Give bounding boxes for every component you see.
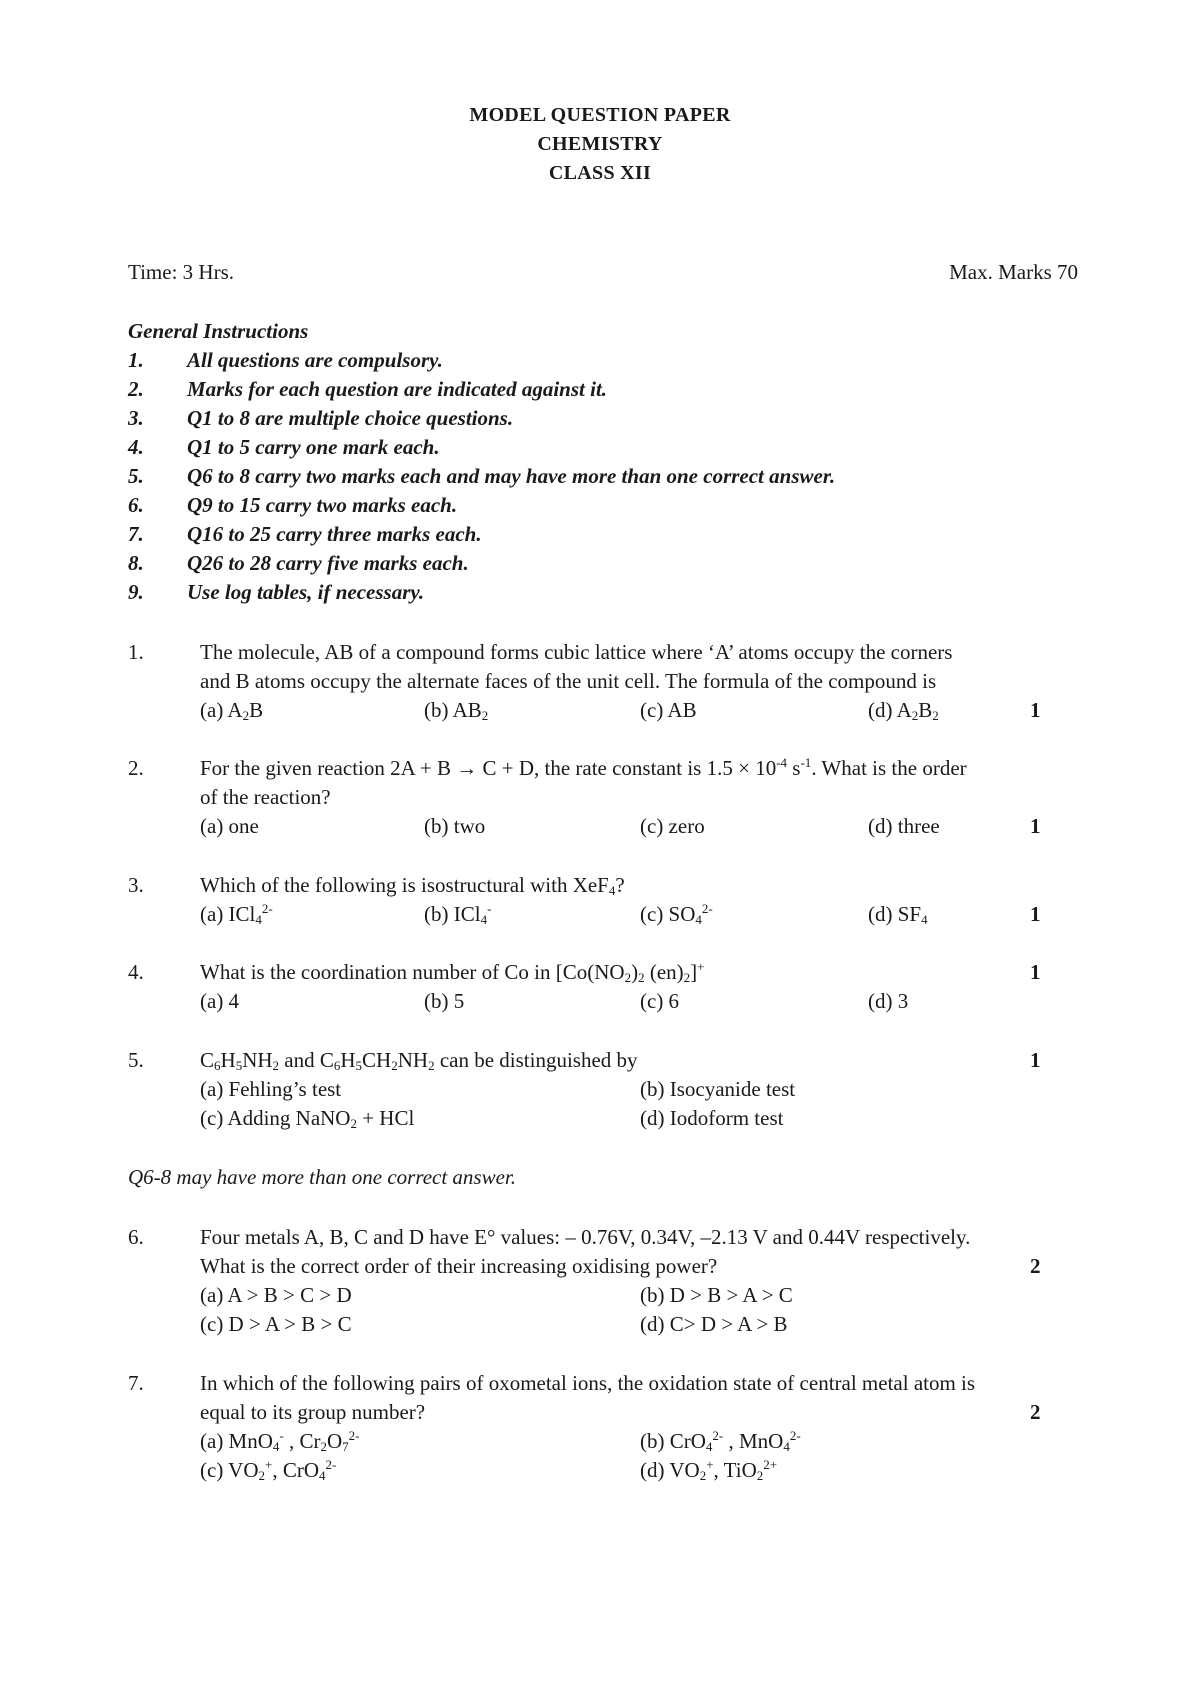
instruction-number: 9.	[128, 580, 144, 604]
option-a: (a) MnO$_4$- , $Cr_2O_7^{2-}$	[200, 1428, 360, 1454]
marks-label: 1	[1030, 902, 1041, 926]
subject-title: CHEMISTRY	[537, 133, 663, 155]
option-c: (c) D > A > B > C	[200, 1312, 352, 1336]
option-c: (c) $SO_4^{2-}$	[640, 901, 713, 927]
instruction-text: Q26 to 28 carry five marks each.	[187, 551, 469, 575]
instruction-text: Q1 to 5 carry one mark each.	[187, 435, 440, 459]
option-b: (b) Isocyanide test	[640, 1077, 796, 1101]
option-c: (c) zero	[640, 814, 705, 838]
option-b: (b) ICl$_4$-	[424, 901, 492, 927]
instruction-text: All questions are compulsory.	[187, 348, 443, 372]
question-number: 3.	[128, 873, 144, 897]
paper-title: MODEL QUESTION PAPER	[469, 104, 731, 126]
option-d: (d) three	[868, 814, 940, 838]
question-text: What is the coordination number of Co in [$Co(NO_2)_2$ $(en)_2]^+$	[200, 959, 705, 985]
question-number: 2.	[128, 756, 144, 780]
instruction-number: 5.	[128, 464, 144, 488]
option-d: (d) $A_2B_2$	[868, 698, 939, 723]
instruction-number: 8.	[128, 551, 144, 575]
option-c: (c) Adding NaNO$_2$ + HCl	[200, 1106, 415, 1131]
marks-label: 2	[1030, 1400, 1041, 1424]
instruction-number: 2.	[128, 377, 144, 401]
question-text: The molecule, AB of a compound forms cubic lattice where ‘A’ atoms occupy the corners	[200, 640, 953, 664]
question-number: 1.	[128, 640, 144, 664]
option-b: (b) CrO$_4^{2-}$ , MnO$_4^{2-}$	[640, 1428, 801, 1454]
question-text: of the reaction?	[200, 785, 331, 809]
instruction-number: 6.	[128, 493, 144, 517]
section-note: Q6-8 may have more than one correct answer.	[128, 1165, 517, 1189]
question-number: 6.	[128, 1225, 144, 1249]
option-a: (a) $A_2B$	[200, 698, 264, 723]
marks-label: 1	[1030, 960, 1041, 984]
instruction-text: Q9 to 15 carry two marks each.	[187, 493, 458, 517]
instruction-number: 3.	[128, 406, 144, 430]
option-d: (d) $SF_4$	[868, 902, 928, 927]
instruction-number: 4.	[128, 435, 144, 459]
instruction-number: 7.	[128, 522, 144, 546]
instruction-number: 1.	[128, 348, 144, 372]
question-text: Four metals A, B, C and D have E° values: – 0.76V, 0.34V, –2.13 V and 0.44V respectively.	[200, 1225, 971, 1249]
option-a: (a) ICl$_4^{2-}$	[200, 901, 273, 927]
option-b: (b) 5	[424, 989, 465, 1013]
question-number: 7.	[128, 1371, 144, 1395]
option-b: (b) D > B > A > C	[640, 1283, 793, 1307]
option-b: (b) two	[424, 814, 486, 838]
option-a: (a) A > B > C > D	[200, 1283, 352, 1307]
question-text: For the given reaction 2A + B → C + D, the rate constant is $1.5 \times 10^{-4}$ $s^{-1}$. What is the order	[200, 755, 967, 780]
option-c: (c) 6	[640, 989, 680, 1013]
question-text: and B atoms occupy the alternate faces of the unit cell. The formula of the compound is	[200, 669, 937, 693]
question-text: $C_6H_5NH_2$ and $C_6H_5CH_2NH_2$ can be distinguished by	[200, 1048, 638, 1073]
marks-label: 1	[1030, 698, 1041, 722]
class-title: CLASS XII	[548, 162, 652, 184]
question-text: In which of the following pairs of oxometal ions, the oxidation state of central metal atom is	[200, 1371, 976, 1395]
instruction-text: Q16 to 25 carry three marks each.	[187, 522, 482, 546]
question-number: 5.	[128, 1048, 144, 1072]
option-d: (d) C> D > A > B	[640, 1312, 788, 1336]
time-label: Time: 3 Hrs.	[128, 260, 234, 284]
option-a: (a) one	[200, 814, 259, 838]
marks-label: 2	[1030, 1254, 1041, 1278]
max-marks-label: Max. Marks 70	[949, 260, 1078, 284]
marks-label: 1	[1030, 814, 1041, 838]
option-d: (d) Iodoform test	[640, 1106, 784, 1130]
question-number: 4.	[128, 960, 144, 984]
option-d: (d) $VO_2^+$, TiO$_2^{2+}$	[640, 1457, 778, 1483]
option-a: (a) Fehling’s test	[200, 1077, 342, 1101]
option-a: (a) 4	[200, 989, 240, 1013]
question-text: equal to its group number?	[200, 1400, 426, 1424]
instructions-title: General Instructions	[128, 319, 309, 343]
option-c: (c) $VO_2^+$, CrO$_4^{2-}$	[200, 1457, 337, 1483]
instruction-text: Q1 to 8 are multiple choice questions.	[187, 406, 514, 430]
option-d: (d) 3	[868, 989, 909, 1013]
question-text: What is the correct order of their increasing oxidising power?	[200, 1254, 718, 1278]
question-text: Which of the following is isostructural with XeF$_4$?	[200, 873, 625, 898]
option-b: (b) $AB_2$	[424, 698, 489, 723]
option-c: (c) AB	[640, 698, 697, 722]
instruction-text: Use log tables, if necessary.	[187, 580, 425, 604]
instruction-text: Marks for each question are indicated against it.	[187, 377, 608, 401]
marks-label: 1	[1030, 1048, 1041, 1072]
instruction-text: Q6 to 8 carry two marks each and may have more than one correct answer.	[187, 464, 836, 488]
